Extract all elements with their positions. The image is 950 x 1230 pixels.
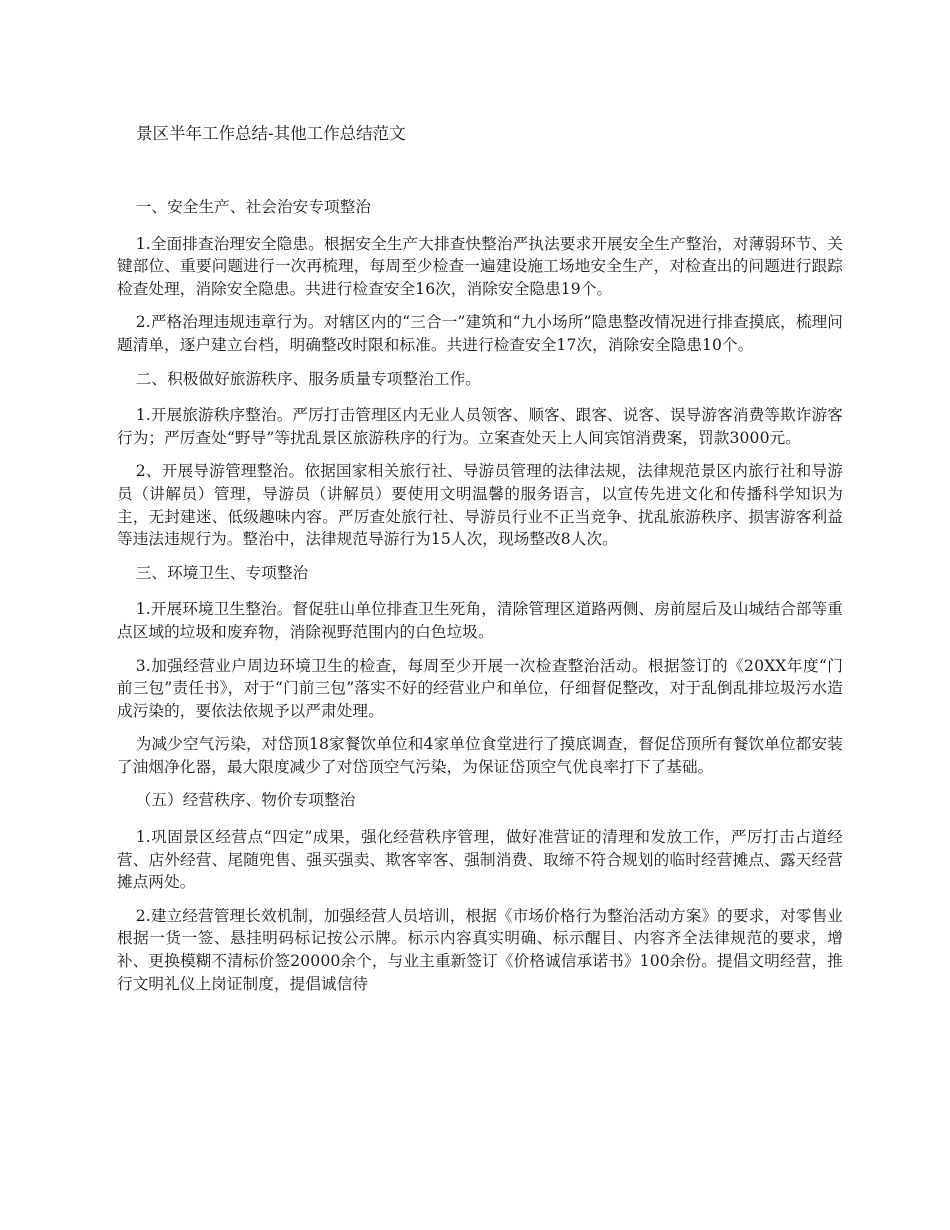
paragraph-vendor-hygiene: 3.加强经营业户周边环境卫生的检查，每周至少开展一次检查整治活动。根据签订的《20XX年度“门前三包”责任书》，对于“门前三包”落实不好的经营业户和单位，仔细督促整改，对于乱倒乱排垃圾污水造成污染的，要依法依规予以严肃处理。 bbox=[117, 656, 843, 720]
paragraph-tourism-order: 1.开展旅游秩序整治。严厉打击管理区内无业人员领客、顺客、跟客、说客、误导游客消费等欺诈游客行为；严厉查处“野导”等扰乱景区旅游秩序的行为。立案查处天上人间宾馆消费案，罚款3000元。 bbox=[117, 406, 843, 447]
section-heading-tourism: 二、积极做好旅游秩序、服务质量专项整治工作。 bbox=[135, 369, 481, 388]
paragraph-safety-hazards: 1.全面排查治理安全隐患。根据安全生产大排查快整治严执法要求开展安全生产整治，对薄弱环节、关键部位、重要问题进行一次再梳理，每周至少检查一遍建设施工场地安全生产，对检查出的问题进行跟踪检查处理，消除安全隐患。共进行检查安全16次，消除安全隐患19个。 bbox=[117, 234, 843, 298]
section-heading-environment: 三、环境卫生、专项整治 bbox=[135, 563, 309, 582]
paragraph-pricing-mechanism: 2.建立经营管理长效机制，加强经营人员培训，根据《市场价格行为整治活动方案》的要求，对零售业根据一货一签、悬挂明码标记按公示牌。标示内容真实明确、标示醒目、内容齐全法律规范的要求，增补、更换模糊不清标价签20000余个，与业主重新签订《价格诚信承诺书》100余份。提倡文明经营，推行文明礼仪上岗证制度，提倡诚信待 bbox=[117, 906, 843, 993]
document-title: 景区半年工作总结-其他工作总结范文 bbox=[136, 124, 406, 143]
paragraph-guide-management: 2、开展导游管理整治。依据国家相关旅行社、导游员管理的法律法规，法律规范景区内旅行社和导游员（讲解员）管理，导游员（讲解员）要使用文明温馨的服务语言，以宣传先进文化和传播科学知识为主，无封建迷、低级趣味内容。严厉查处旅行社、导游员行业不正当竞争、扰乱旅游秩序、损害游客利益等违法违规行为。整治中，法律规范导游行为15人次，现场整改8人次。 bbox=[117, 462, 843, 549]
paragraph-environment-cleanup: 1.开展环境卫生整治。督促驻山单位排查卫生死角，清除管理区道路两侧、房前屋后及山城结合部等重点区域的垃圾和废弃物，消除视野范围内的白色垃圾。 bbox=[117, 600, 843, 641]
section-heading-business-order: （五）经营秩序、物价专项整治 bbox=[135, 791, 356, 810]
paragraph-business-points: 1.巩固景区经营点“四定”成果，强化经营秩序管理，做好准营证的清理和发放工作，严厉打击占道经营、店外经营、尾随兜售、强买强卖、欺客宰客、强制消费、取缔不符合规划的临时经营摊点、露天经营摊点两处。 bbox=[117, 828, 843, 892]
paragraph-violations: 2.严格治理违规违章行为。对辖区内的“三合一”建筑和“九小场所”隐患整改情况进行排查摸底，梳理问题清单，逐户建立台档，明确整改时限和标准。共进行检查安全17次，消除安全隐患10个。 bbox=[117, 313, 843, 354]
paragraph-air-pollution: 为减少空气污染，对岱顶18家餐饮单位和4家单位食堂进行了摸底调查，督促岱顶所有餐饮单位都安装了油烟净化器，最大限度减少了对岱顶空气污染，为保证岱顶空气优良率打下了基础。 bbox=[117, 735, 843, 776]
section-heading-safety: 一、安全生产、社会治安专项整治 bbox=[135, 198, 372, 216]
document-body bbox=[117, 196, 843, 1006]
